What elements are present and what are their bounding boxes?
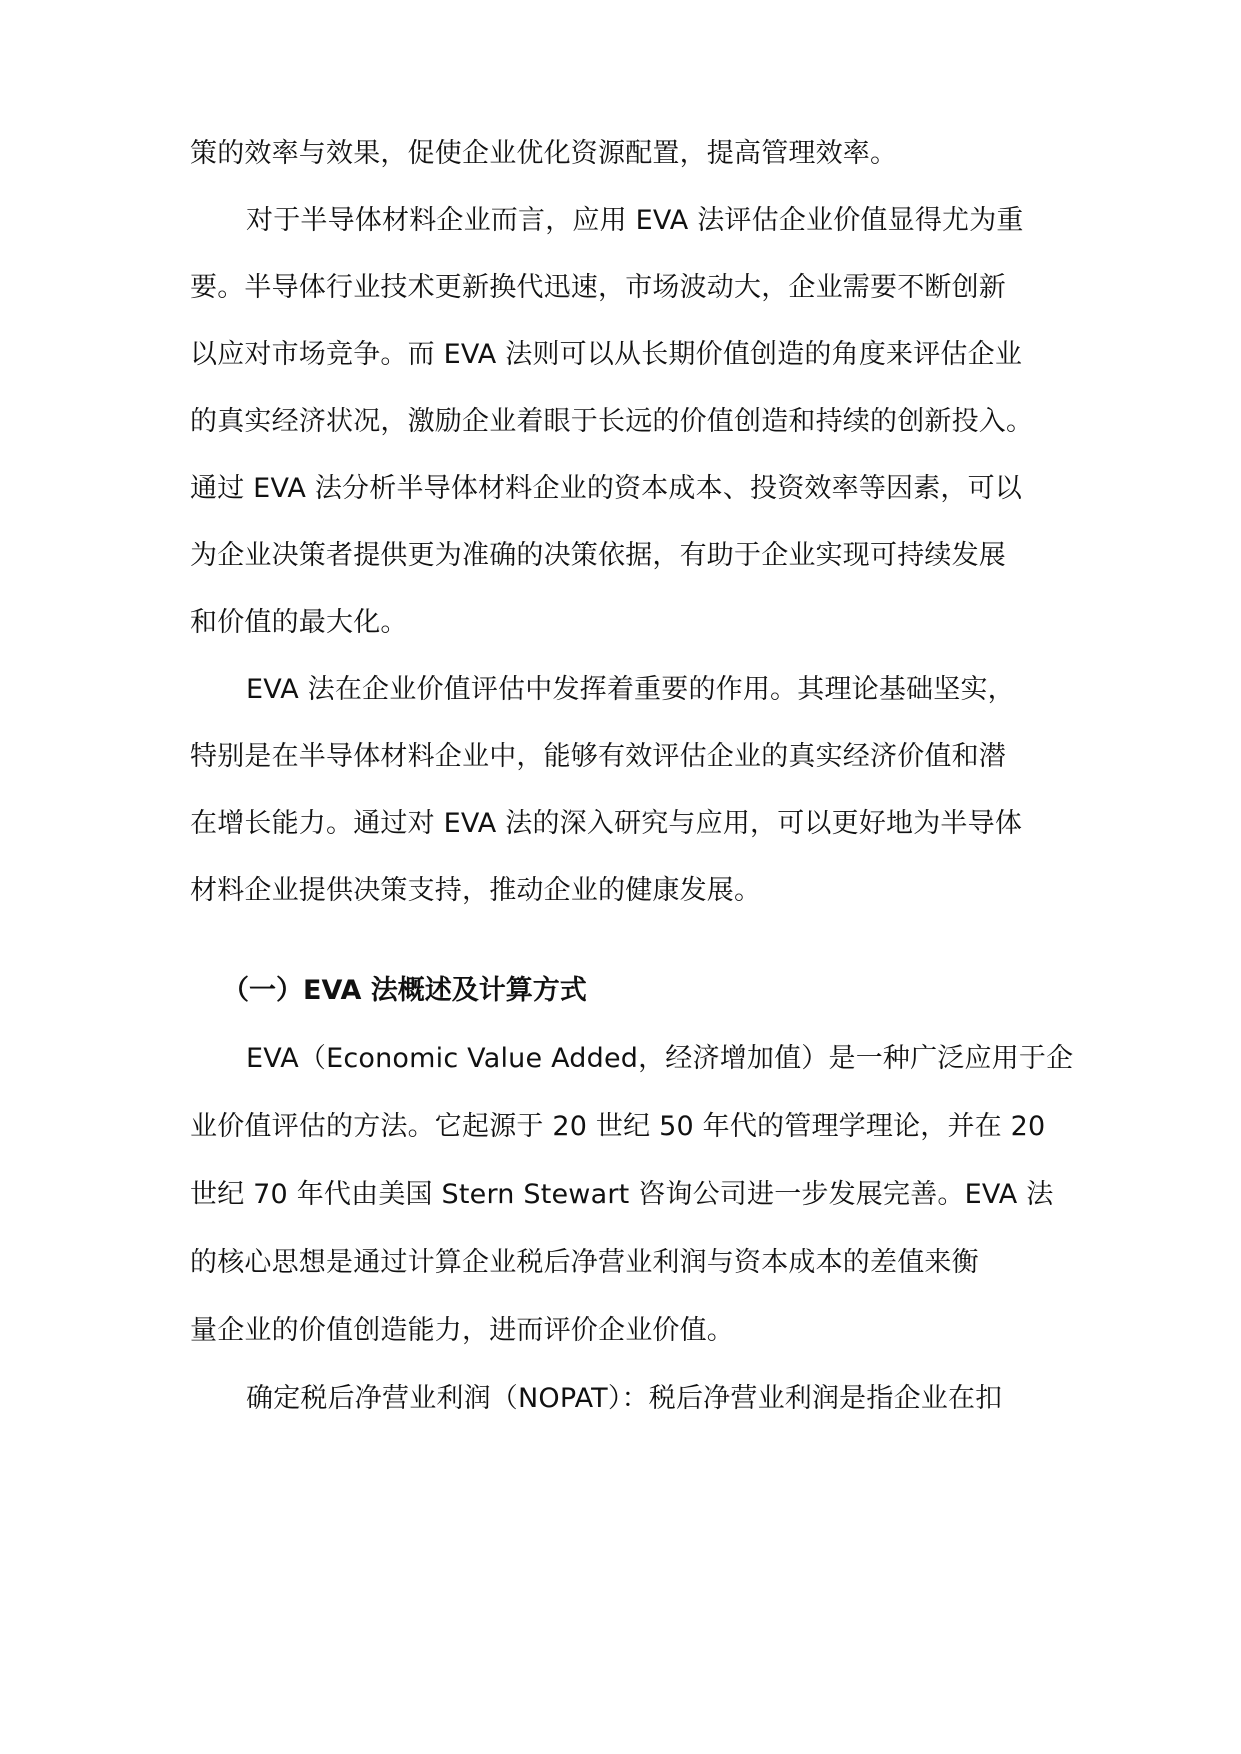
section-heading: （一）EVA 法概述及计算方式: [222, 975, 587, 1006]
paragraph-line: 对于半导体材料企业而言，应用 EVA 法评估企业价值显得尤为重: [246, 205, 1024, 236]
paragraph-line: 以应对市场竞争。而 EVA 法则可以从长期价值创造的角度来评估企业: [190, 339, 1023, 370]
paragraph-line: 和价值的最大化。: [190, 607, 408, 638]
paragraph-line: 策的效率与效果，促使企业优化资源配置，提高管理效率。: [190, 138, 898, 169]
paragraph-line: 世纪 70 年代由美国 Stern Stewart 咨询公司进一步发展完善。EVA 法: [190, 1179, 1054, 1210]
paragraph-line: 材料企业提供决策支持，推动企业的健康发展。: [190, 875, 762, 906]
paragraph-line: 为企业决策者提供更为准确的决策依据，有助于企业实现可持续发展: [190, 540, 1006, 571]
paragraph-line: 通过 EVA 法分析半导体材料企业的资本成本、投资效率等因素，可以: [190, 473, 1023, 504]
paragraph-line: EVA（Economic Value Added，经济增加值）是一种广泛应用于企: [246, 1043, 1074, 1074]
paragraph-line: 量企业的价值创造能力，进而评价企业价值。: [190, 1315, 734, 1346]
paragraph-line: 在增长能力。通过对 EVA 法的深入研究与应用，可以更好地为半导体: [190, 808, 1023, 839]
paragraph-line: 业价值评估的方法。它起源于 20 世纪 50 年代的管理学理论，并在 20: [190, 1111, 1046, 1142]
paragraph-line: 要。半导体行业技术更新换代迅速，市场波动大，企业需要不断创新: [190, 272, 1006, 303]
paragraph-line: 特别是在半导体材料企业中，能够有效评估企业的真实经济价值和潜: [190, 741, 1006, 772]
paragraph-line: 确定税后净营业利润（NOPAT）：税后净营业利润是指企业在扣: [246, 1383, 1003, 1414]
paragraph-line: EVA 法在企业价值评估中发挥着重要的作用。其理论基础坚实，: [246, 674, 1015, 705]
paragraph-line: 的核心思想是通过计算企业税后净营业利润与资本成本的差值来衡: [190, 1247, 979, 1278]
paragraph-line: 的真实经济状况，激励企业着眼于长远的价值创造和持续的创新投入。: [190, 406, 1034, 437]
